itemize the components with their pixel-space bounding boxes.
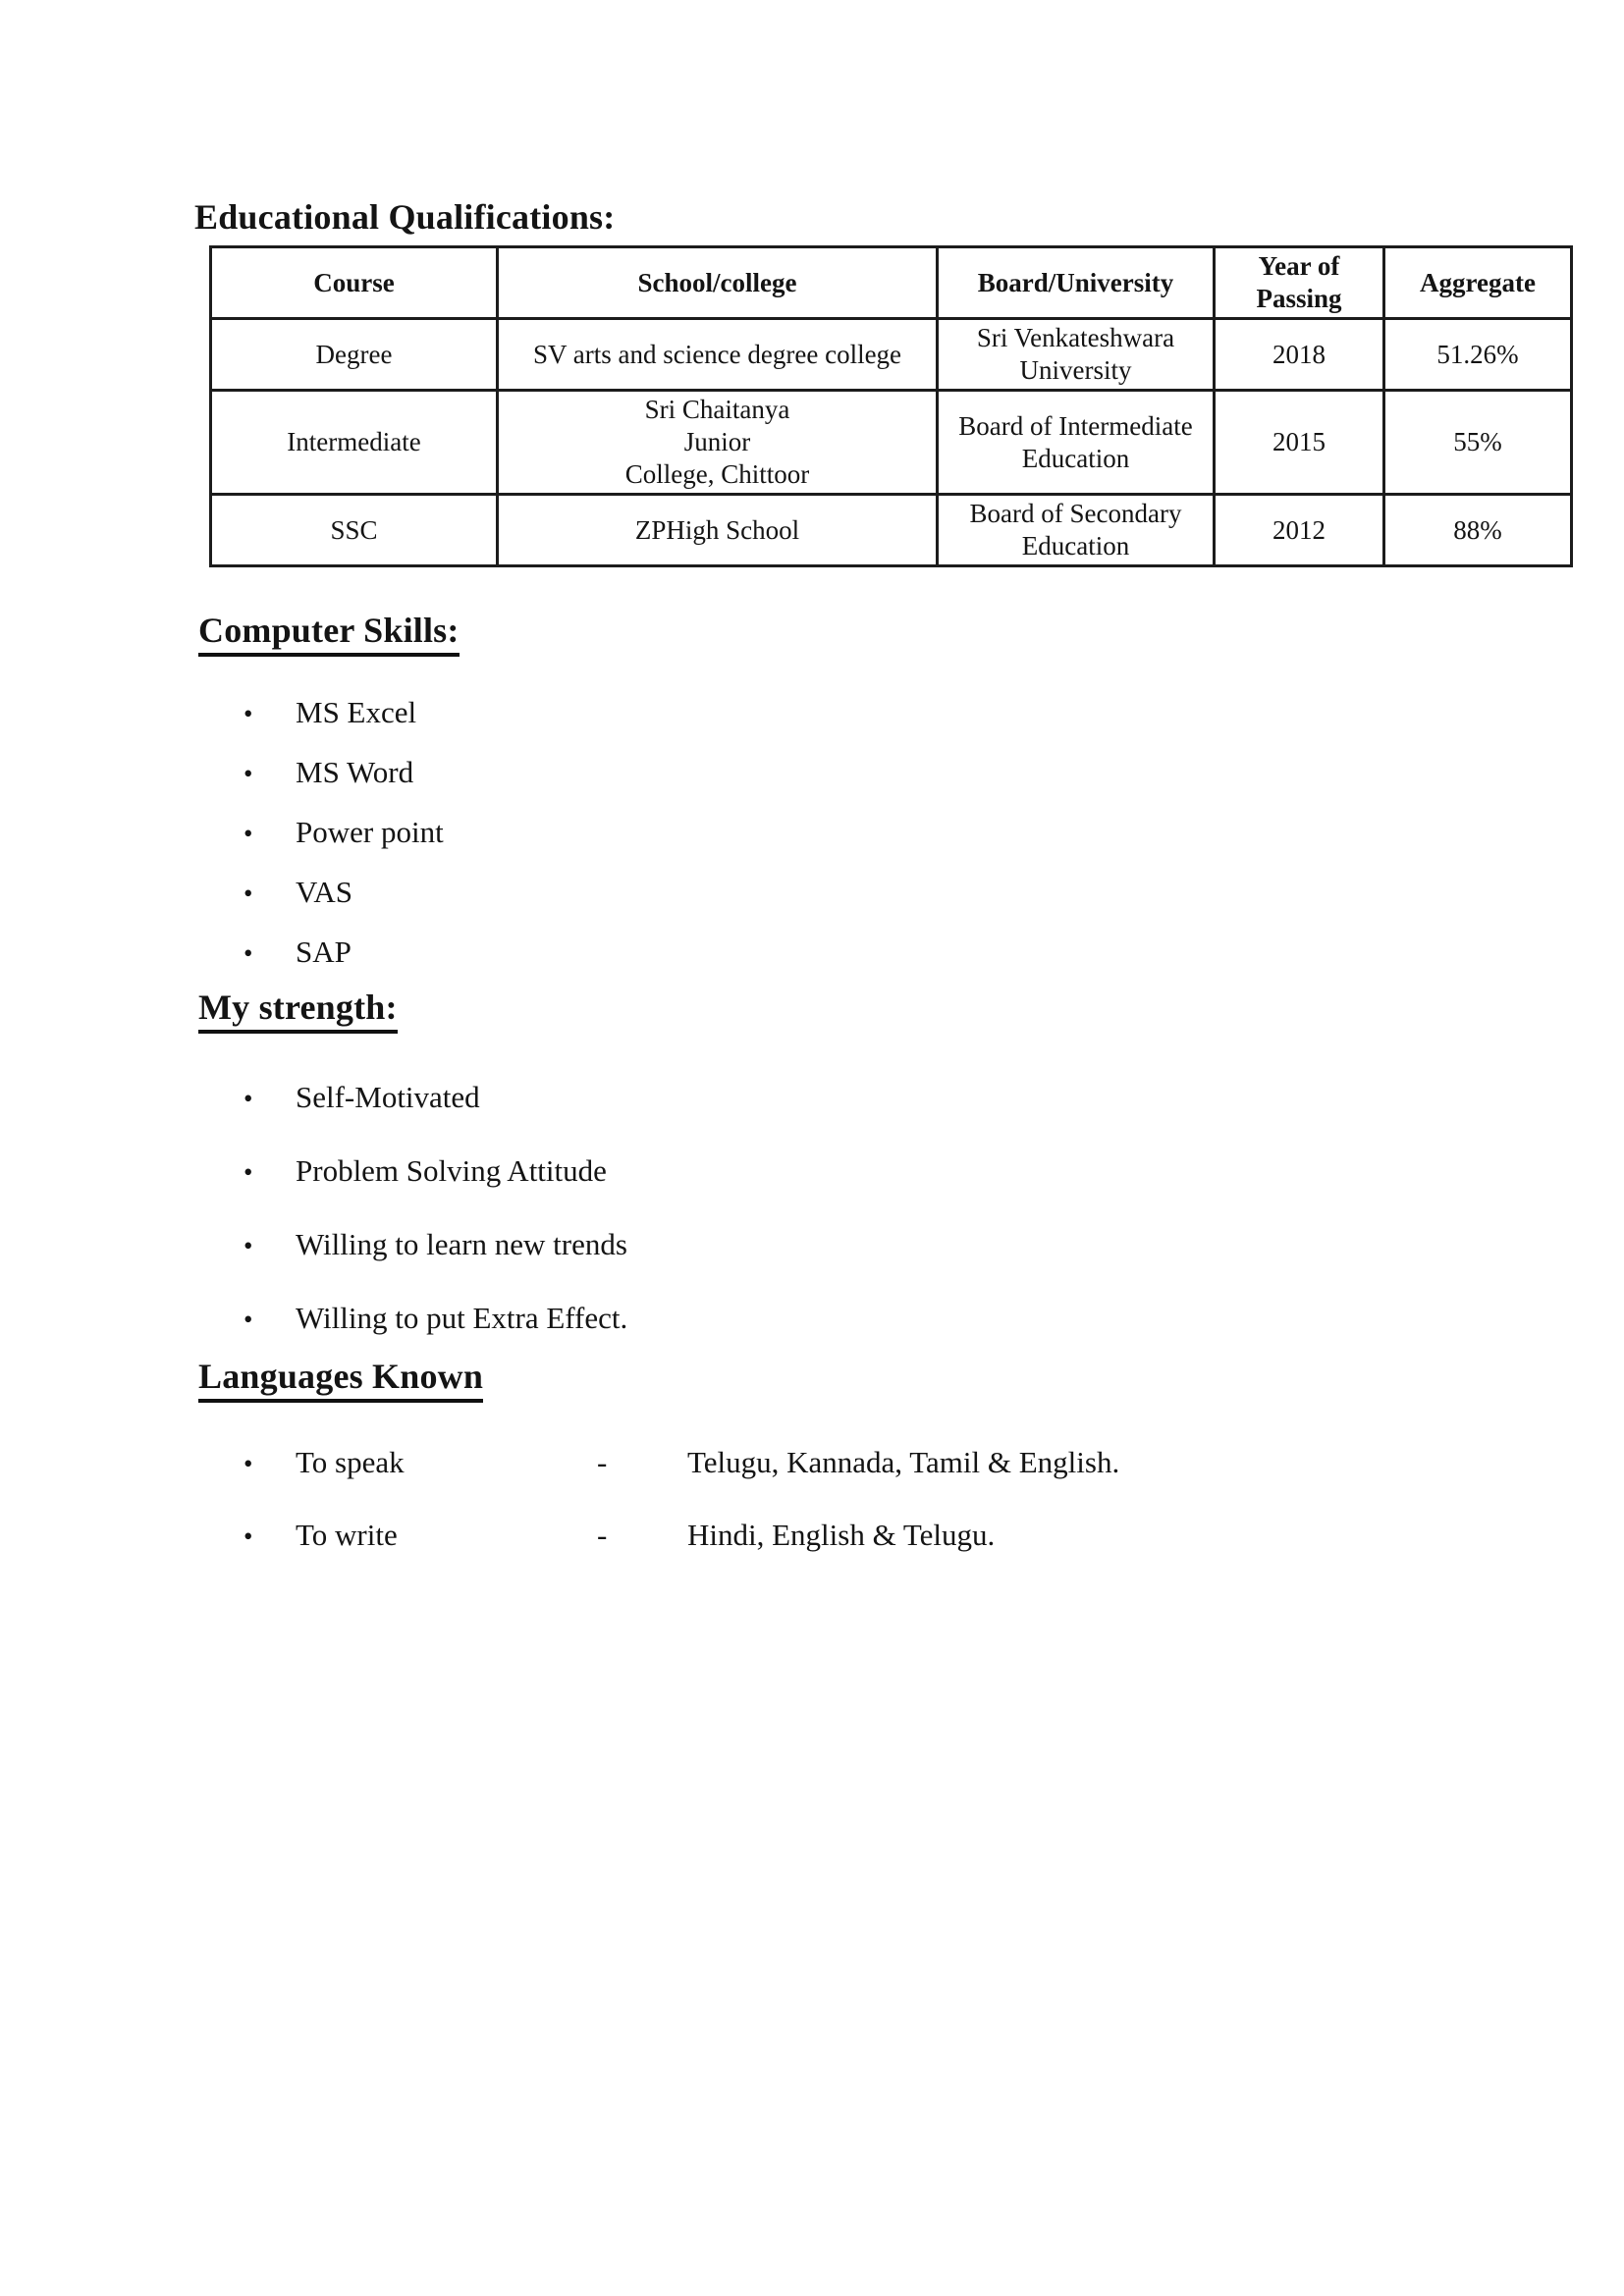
- languages-list: [244, 1445, 1119, 1590]
- strength-label: Willing to put Extra Effect.: [296, 1301, 628, 1335]
- list-item: [244, 863, 444, 923]
- school-line: College, Chittoor: [624, 459, 810, 489]
- computer-skills-list: [244, 683, 444, 983]
- cell-board: Board of Intermediate Education: [938, 391, 1215, 495]
- table-row-ssc: [211, 495, 1572, 566]
- strengths-list: [244, 1061, 627, 1356]
- bullet-icon: •: [244, 1084, 253, 1113]
- strength-label: Self-Motivated: [296, 1080, 480, 1114]
- language-mode-label: To write: [296, 1518, 398, 1552]
- skill-label: SAP: [296, 934, 352, 969]
- bullet-icon: •: [244, 699, 253, 728]
- skill-label: MS Excel: [296, 695, 417, 729]
- education-section-heading: Educational Qualifications:: [194, 197, 616, 237]
- separator-dash: -: [597, 1518, 608, 1552]
- language-row-write: [244, 1518, 1119, 1554]
- list-item: [244, 743, 444, 803]
- languages-heading: Languages Known: [198, 1356, 483, 1403]
- skill-label: Power point: [296, 815, 444, 849]
- language-row-speak: [244, 1445, 1119, 1481]
- list-item: [244, 683, 444, 743]
- cell-year: 2018: [1215, 319, 1384, 391]
- list-item: [244, 803, 444, 863]
- list-item: [244, 1061, 627, 1135]
- column-header-aggregate: Aggregate: [1384, 247, 1572, 319]
- skill-label: MS Word: [296, 755, 414, 789]
- bullet-icon: •: [244, 759, 253, 788]
- cell-course: Intermediate: [211, 391, 498, 495]
- cell-aggregate: 88%: [1384, 495, 1572, 566]
- computer-skills-heading: Computer Skills:: [198, 610, 460, 657]
- list-item: [244, 923, 444, 983]
- cell-course: Degree: [211, 319, 498, 391]
- cell-aggregate: 51.26%: [1384, 319, 1572, 391]
- cell-school: SV arts and science degree college: [498, 319, 938, 391]
- bullet-icon: •: [244, 1449, 253, 1478]
- skill-label: VAS: [296, 875, 353, 909]
- cell-course: SSC: [211, 495, 498, 566]
- education-table: [209, 245, 1573, 567]
- list-item: [244, 1208, 627, 1282]
- list-item: [244, 1135, 627, 1208]
- language-value: Hindi, English & Telugu.: [687, 1518, 996, 1552]
- cell-school: [498, 391, 938, 495]
- bullet-icon: •: [244, 1305, 253, 1334]
- column-header-board: Board/University: [938, 247, 1215, 319]
- cell-year: 2015: [1215, 391, 1384, 495]
- column-header-school: School/college: [498, 247, 938, 319]
- bullet-icon: •: [244, 819, 253, 848]
- bullet-icon: •: [244, 938, 253, 968]
- separator-dash: -: [597, 1445, 608, 1479]
- column-header-year: Year of Passing: [1215, 247, 1384, 319]
- column-header-course: Course: [211, 247, 498, 319]
- cell-board: Sri Venkateshwara University: [938, 319, 1215, 391]
- school-line: Junior: [683, 427, 751, 456]
- bullet-icon: •: [244, 1231, 253, 1260]
- list-item: [244, 1282, 627, 1356]
- strength-label: Willing to learn new trends: [296, 1227, 627, 1261]
- table-row-intermediate: [211, 391, 1572, 495]
- cell-board: Board of Secondary Education: [938, 495, 1215, 566]
- strengths-heading: My strength:: [198, 987, 398, 1034]
- cell-aggregate: 55%: [1384, 391, 1572, 495]
- bullet-icon: •: [244, 1157, 253, 1187]
- language-mode-label: To speak: [296, 1445, 405, 1479]
- cell-school: ZPHigh School: [498, 495, 938, 566]
- table-row-degree: [211, 319, 1572, 391]
- bullet-icon: •: [244, 1522, 253, 1551]
- bullet-icon: •: [244, 879, 253, 908]
- table-header-row: [211, 247, 1572, 319]
- school-line: Sri Chaitanya: [644, 395, 790, 424]
- strength-label: Problem Solving Attitude: [296, 1153, 607, 1188]
- cell-year: 2012: [1215, 495, 1384, 566]
- language-value: Telugu, Kannada, Tamil & English.: [687, 1445, 1120, 1479]
